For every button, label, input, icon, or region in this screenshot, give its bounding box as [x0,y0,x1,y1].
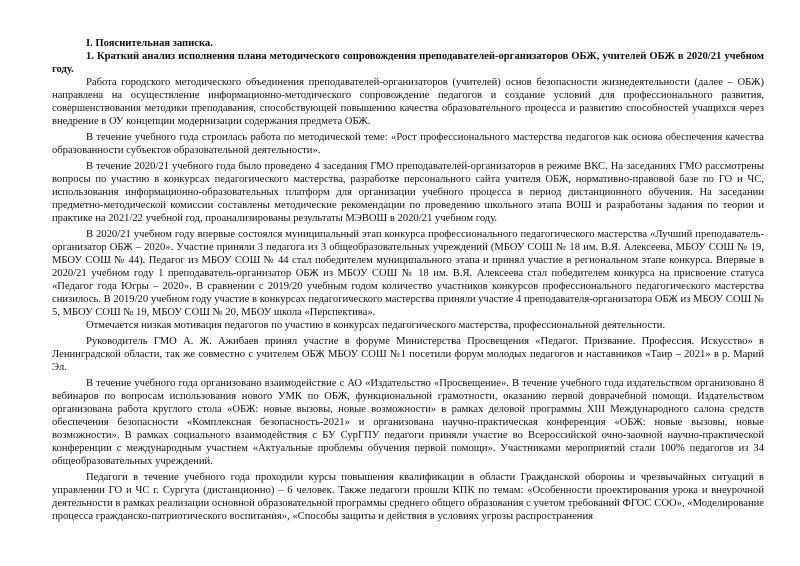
paragraph-8: Педагоги в течение учебного года проходили курсы повышения квалификации в области Гражданской обороны и чрезвычайных ситуаций в управлении ГО и ЧС г. Сургута (дистанционно) – 6 человек. Также педагоги прошли КПК по темам: «Особенности проектирования урока и внеурочной деятельности в рамках реализации основной образовательной программы среднего общего образования с учетом требований ФГОС СОО», «Моделирование процесса гражданско-патриотического воспитания», «Способы защиты и действия в условиях угрозы распространения [52,472,764,522]
subsection-title: 1. Краткий анализ исполнения плана методического сопровождения преподавателей-организаторов ОБЖ, учителей ОБЖ в 2020/21 учебном году. [52,51,764,75]
paragraph-4: В 2020/21 учебном году впервые состоялся муниципальный этап конкурса профессионального педагогического мастерства «Лучший преподаватель-организатор ОБЖ – 2020». Участие приняли 3 педагога из 3 общеобразовательных учреждений (МБОУ СОШ № 18 им. В.Я. Алексеева, МБОУ СОШ № 19, МБОУ СОШ № 44). Педагог из МБОУ СОШ № 44 стал победителем муниципального этапа и принял участие в региональном этапе конкурса. Впервые в 2020/21 учебном году 1 преподаватель-организатор ОБЖ из МБОУ СОШ № 18 им. В.Я. Алексеева стал победителем конкурса на присвоение статуса «Педагог года Югры – 2020». В сравнении с 2019/20 учебным годом количество участников конкурсов профессионального педагогического мастерства снизилось. В 2019/20 учебном году участие в конкурсах педагогического мастерства приняли участие 4 преподавателя-организатора ОБЖ из МБОУ СОШ № 5, МБОУ СОШ № 19, МБОУ СОШ № 20, МБОУ школа «Перспектива». [52,229,764,318]
document-page [52,37,764,523]
paragraph-6: Руководитель ГМО А. Ж. Ажибаев принял участие в форуме Министерства Просвещения «Педагог. Призвание. Профессия. Искусство» в Ленинградской области, так же совместно с учителем ОБЖ МБОУ СОШ №1 посетили форум молодых педагогов и наставников «Таир – 2021» в р. Марий Эл. [52,336,764,373]
section-title: I. Пояснительная записка. [86,38,213,49]
paragraph-1: Работа городского методического объединения преподавателей-организаторов (учителей) основ безопасности жизнедеятельности (далее – ОБЖ) направлена на осуществление информационно-методического сопровождение педагогов и создание условий для профессионального развития, совершенствования методики преподавания, способствующей повышению качества образовательного процесса и развитию способностей учащихся через внедрение в ОУ концепции модернизации содержания предмета ОБЖ. [52,77,764,127]
paragraph-2: В течение учебного года строилась работа по методической теме: «Рост профессионального мастерства педагогов как основа обеспечения качества образованности субъектов образовательной деятельности». [52,132,764,156]
paragraph-7: В течение учебного года организовано взаимодействие с АО «Издательство «Просвещение». В течение учебного года издательством организовано 8 вебинаров по вопросам использования нового УМК по ОБЖ, функциональной грамотности, оказанию первой доврачебной помощи. Издательством организована работа круглого стола «ОБЖ: новые вызовы, новые возможности» в рамках деловой программы XIII Международного салона средств обеспечения безопасности «Комплексная безопасность-2021» и организована научно-практическая конференция «ОБЖ: новые вызовы, новые возможности». В рамках социального взаимодействия с БУ СурГПУ педагоги приняли участие во Всероссийской очно-заочной научно-практической конференции с международным участием «Актуальные проблемы обучения первой помощи». Участниками мероприятий стали 100% педагогов из 34 общеобразовательных учреждений. [52,378,764,467]
paragraph-5: Отмечается низкая мотивация педагогов по участию в конкурсах педагогического мастерства, профессиональной деятельности. [86,320,666,331]
paragraph-3: В течение 2020/21 учебного года было проведено 4 заседания ГМО преподавателей-организаторов в режиме ВКС. На заседаниях ГМО рассмотрены вопросы по участию в конкурсах педагогического мастерства, разработке персонального сайта учителя ОБЖ, нормативно-правовой базе по ГО и ЧС, использования информационно-образовательных платформ для организации учебного процесса в период дистанционного обучения. На заседании предметно-методической комиссии составлены методические рекомендации по проведению школьного этапа ВОШ и разработаны задания по теории и практике на 2021/22 учебной год, проанализированы результаты МЭВОШ в 2020/21 учебном году. [52,161,764,224]
